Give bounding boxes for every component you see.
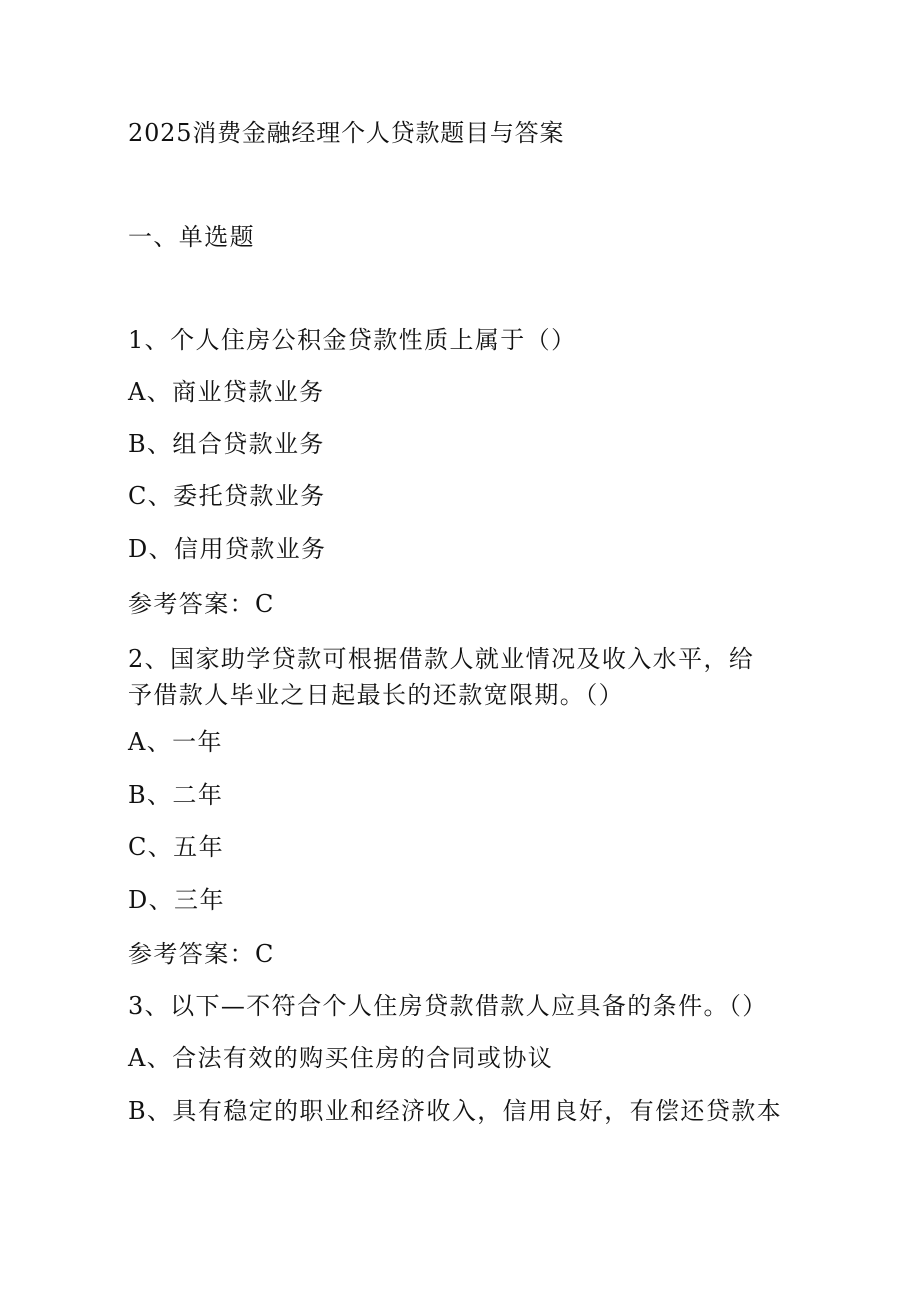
question-2-option-d: D、三年	[128, 886, 225, 914]
question-2-option-c: C、五年	[128, 833, 224, 861]
question-1-option-b: B、组合贷款业务	[128, 430, 325, 458]
question-1-option-c: C、委托贷款业务	[128, 482, 326, 510]
question-2-option-b: B、二年	[128, 781, 224, 809]
question-1-answer: 参考答案：C	[128, 590, 275, 618]
question-2-option-a: A、一年	[128, 728, 223, 756]
question-1-stem: 1、个人住房公积金贷款性质上属于（）	[128, 326, 577, 354]
section-heading: 一、单选题	[128, 223, 255, 251]
question-3-option-b: B、具有稳定的职业和经济收入，信用良好，有偿还贷款本	[128, 1097, 783, 1125]
document-title: 2025消费金融经理个人贷款题目与答案	[128, 119, 565, 147]
question-1-option-d: D、信用贷款业务	[128, 535, 327, 563]
question-3-stem: 3、以下—不符合个人住房贷款借款人应具备的条件。（）	[128, 992, 768, 1020]
question-2-stem: 2、国家助学贷款可根据借款人就业情况及收入水平，给予借款人毕业之日起最长的还款宽限期。（）	[128, 645, 755, 709]
question-1-option-a: A、商业贷款业务	[128, 378, 325, 406]
question-2-answer: 参考答案：C	[128, 940, 275, 968]
question-3-option-a: A、合法有效的购买住房的合同或协议	[128, 1044, 554, 1072]
